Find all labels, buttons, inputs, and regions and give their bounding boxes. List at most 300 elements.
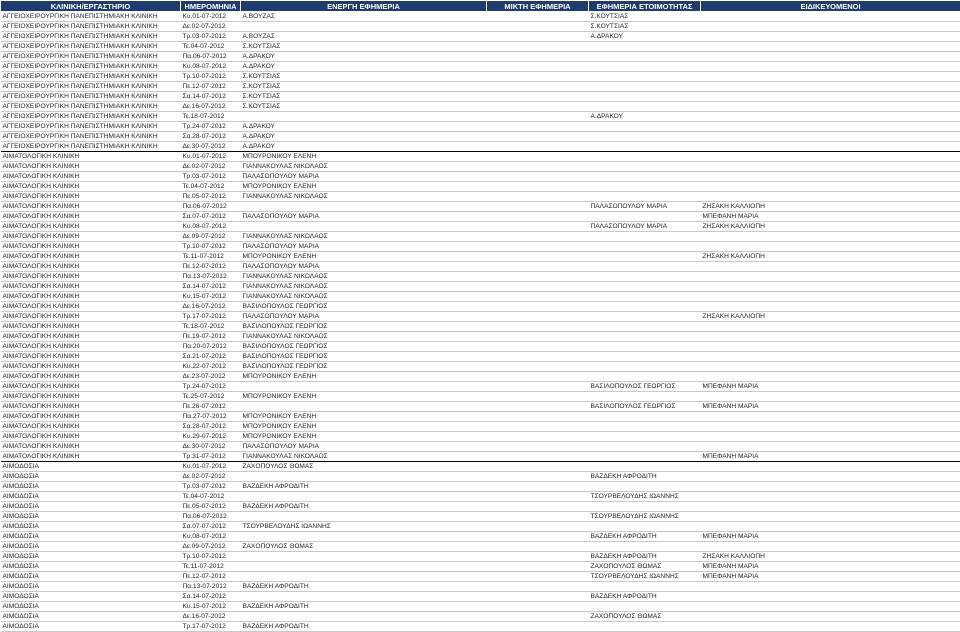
residents-cell (701, 122, 960, 132)
standby-duty-cell (589, 362, 701, 372)
table-row (1, 382, 960, 392)
clinic-cell: ΑΙΜΑΤΟΛΟΓΙΚΗ ΚΛΙΝΙΚΗ (1, 212, 181, 222)
clinic-cell: ΑΓΓΕΙΟΧΕΙΡΟΥΡΓΙΚΗ ΠΑΝΕΠΙΣΤΗΜΙΑΚΗ ΚΛΙΝΙΚΗ (1, 132, 181, 142)
table-row (1, 602, 960, 612)
clinic-cell: ΑΓΓΕΙΟΧΕΙΡΟΥΡΓΙΚΗ ΠΑΝΕΠΙΣΤΗΜΙΑΚΗ ΚΛΙΝΙΚΗ (1, 62, 181, 72)
active-duty-cell: Α.ΔΡΑΚΟΥ (241, 132, 487, 142)
active-duty-cell: ΒΑΖΔΕΚΗ ΑΦΡΟΔΙΤΗ (241, 482, 487, 492)
standby-duty-cell: ΒΑΖΔΕΚΗ ΑΦΡΟΔΙΤΗ (589, 552, 701, 562)
standby-duty-cell (589, 452, 701, 462)
standby-duty-cell: ΒΑΖΔΕΚΗ ΑΦΡΟΔΙΤΗ (589, 592, 701, 602)
table-row (1, 522, 960, 532)
table-row (1, 332, 960, 342)
table-row (1, 302, 960, 312)
mixed-duty-cell (487, 342, 589, 352)
mixed-duty-cell (487, 602, 589, 612)
clinic-cell: ΑΙΜΑΤΟΛΟΓΙΚΗ ΚΛΙΝΙΚΗ (1, 272, 181, 282)
residents-cell: ΜΠΕΦΑΝΗ ΜΑΡΙΑ (701, 532, 960, 542)
standby-duty-cell (589, 312, 701, 322)
standby-duty-cell (589, 182, 701, 192)
mixed-duty-cell (487, 222, 589, 232)
clinic-cell: ΑΙΜΟΔΟΣΙΑ (1, 522, 181, 532)
residents-cell (701, 282, 960, 292)
mixed-duty-cell (487, 82, 589, 92)
residents-cell (701, 412, 960, 422)
residents-cell (701, 332, 960, 342)
clinic-cell: ΑΙΜΑΤΟΛΟΓΙΚΗ ΚΛΙΝΙΚΗ (1, 382, 181, 392)
table-row (1, 612, 960, 622)
clinic-cell: ΑΙΜΟΔΟΣΙΑ (1, 472, 181, 482)
mixed-duty-cell (487, 62, 589, 72)
mixed-duty-cell (487, 232, 589, 242)
table-row (1, 462, 960, 472)
standby-duty-cell (589, 282, 701, 292)
standby-duty-cell (589, 42, 701, 52)
active-duty-cell: ΠΑΛΑΣΟΠΟΥΛΟΥ ΜΑΡΙΑ (241, 212, 487, 222)
active-duty-cell: ΒΑΣΙΛΟΠΟΥΛΟΣ ΓΕΩΡΓΙΟΣ (241, 342, 487, 352)
residents-cell (701, 12, 960, 22)
residents-cell: ΖΗΣΑΚΗ ΚΑΛΛΙΟΠΗ (701, 312, 960, 322)
standby-duty-cell (589, 422, 701, 432)
clinic-cell: ΑΓΓΕΙΟΧΕΙΡΟΥΡΓΙΚΗ ΠΑΝΕΠΙΣΤΗΜΙΑΚΗ ΚΛΙΝΙΚΗ (1, 82, 181, 92)
standby-duty-cell: ΤΣΟΥΡΒΕΛΟΥΔΗΣ ΙΩΑΝΝΗΣ (589, 572, 701, 582)
date-cell: Τρ.10-07-2012 (181, 72, 241, 82)
clinic-cell: ΑΙΜΑΤΟΛΟΓΙΚΗ ΚΛΙΝΙΚΗ (1, 422, 181, 432)
active-duty-cell (241, 222, 487, 232)
table-row (1, 52, 960, 62)
residents-cell (701, 482, 960, 492)
mixed-duty-cell (487, 362, 589, 372)
mixed-duty-cell (487, 422, 589, 432)
date-cell: Τε.04-07-2012 (181, 492, 241, 502)
mixed-duty-cell (487, 412, 589, 422)
residents-cell: ΜΠΕΦΑΝΗ ΜΑΡΙΑ (701, 572, 960, 582)
mixed-duty-cell (487, 622, 589, 632)
date-cell: Δε.09-07-2012 (181, 232, 241, 242)
active-duty-cell: ΓΙΑΝΝΑΚΟΥΛΑΣ ΝΙΚΟΛΑΟΣ (241, 272, 487, 282)
standby-duty-cell (589, 522, 701, 532)
date-cell: Δε.30-07-2012 (181, 142, 241, 152)
standby-duty-cell (589, 102, 701, 112)
table-row (1, 422, 960, 432)
mixed-duty-cell (487, 292, 589, 302)
date-cell: Πε.19-07-2012 (181, 332, 241, 342)
residents-cell (701, 582, 960, 592)
table-header (1, 1, 960, 12)
clinic-cell: ΑΙΜΑΤΟΛΟΓΙΚΗ ΚΛΙΝΙΚΗ (1, 372, 181, 382)
active-duty-cell (241, 202, 487, 212)
standby-duty-cell (589, 122, 701, 132)
residents-cell (701, 462, 960, 472)
mixed-duty-cell (487, 22, 589, 32)
date-cell: Δε.09-07-2012 (181, 542, 241, 552)
date-cell: Σα.07-07-2012 (181, 212, 241, 222)
residents-cell (701, 372, 960, 382)
residents-cell (701, 272, 960, 282)
standby-duty-cell: ΒΑΖΔΕΚΗ ΑΦΡΟΔΙΤΗ (589, 532, 701, 542)
residents-cell (701, 622, 960, 632)
residents-cell (701, 322, 960, 332)
standby-duty-cell (589, 482, 701, 492)
date-cell: Τε.11-07-2012 (181, 562, 241, 572)
date-cell: Τε.04-07-2012 (181, 182, 241, 192)
date-cell: Πα.06-07-2012 (181, 512, 241, 522)
standby-duty-cell: ΒΑΣΙΛΟΠΟΥΛΟΣ ΓΕΩΡΓΙΟΣ (589, 382, 701, 392)
date-cell: Πε.05-07-2012 (181, 192, 241, 202)
date-cell: Σα.14-07-2012 (181, 282, 241, 292)
mixed-duty-cell (487, 142, 589, 152)
clinic-cell: ΑΙΜΑΤΟΛΟΓΙΚΗ ΚΛΙΝΙΚΗ (1, 362, 181, 372)
table-row (1, 72, 960, 82)
mixed-duty-cell (487, 92, 589, 102)
standby-duty-cell: Σ.ΚΟΥΤΣΙΑΣ (589, 12, 701, 22)
date-cell: Πα.20-07-2012 (181, 342, 241, 352)
standby-duty-cell (589, 342, 701, 352)
active-duty-cell: ΜΠΟΥΡΟΝΙΚΟΥ ΕΛΕΝΗ (241, 252, 487, 262)
table-row (1, 542, 960, 552)
residents-cell (701, 142, 960, 152)
clinic-cell: ΑΓΓΕΙΟΧΕΙΡΟΥΡΓΙΚΗ ΠΑΝΕΠΙΣΤΗΜΙΑΚΗ ΚΛΙΝΙΚΗ (1, 122, 181, 132)
mixed-duty-cell (487, 32, 589, 42)
standby-duty-cell (589, 142, 701, 152)
active-duty-cell: ΒΑΖΔΕΚΗ ΑΦΡΟΔΙΤΗ (241, 582, 487, 592)
date-cell: Τρ.03-07-2012 (181, 172, 241, 182)
date-cell: Πε.05-07-2012 (181, 502, 241, 512)
residents-cell (701, 62, 960, 72)
residents-cell (701, 362, 960, 372)
clinic-cell: ΑΓΓΕΙΟΧΕΙΡΟΥΡΓΙΚΗ ΠΑΝΕΠΙΣΤΗΜΙΑΚΗ ΚΛΙΝΙΚΗ (1, 42, 181, 52)
residents-cell (701, 102, 960, 112)
residents-cell: ΜΠΕΦΑΝΗ ΜΑΡΙΑ (701, 402, 960, 412)
clinic-cell: ΑΓΓΕΙΟΧΕΙΡΟΥΡΓΙΚΗ ΠΑΝΕΠΙΣΤΗΜΙΑΚΗ ΚΛΙΝΙΚΗ (1, 102, 181, 112)
active-duty-cell: ΜΠΟΥΡΟΝΙΚΟΥ ΕΛΕΝΗ (241, 152, 487, 162)
table-row (1, 252, 960, 262)
residents-cell (701, 162, 960, 172)
table-row (1, 452, 960, 462)
standby-duty-cell (589, 292, 701, 302)
residents-cell (701, 612, 960, 622)
table-row (1, 392, 960, 402)
clinic-cell: ΑΙΜΑΤΟΛΟΓΙΚΗ ΚΛΙΝΙΚΗ (1, 412, 181, 422)
date-cell: Σα.14-07-2012 (181, 92, 241, 102)
standby-duty-cell (589, 622, 701, 632)
clinic-cell: ΑΙΜΑΤΟΛΟΓΙΚΗ ΚΛΙΝΙΚΗ (1, 202, 181, 212)
active-duty-cell: Σ.ΚΟΥΤΣΙΑΣ (241, 72, 487, 82)
table-row (1, 442, 960, 452)
clinic-cell: ΑΙΜΑΤΟΛΟΓΙΚΗ ΚΛΙΝΙΚΗ (1, 282, 181, 292)
date-cell: Τρ.17-07-2012 (181, 622, 241, 632)
date-cell: Πα.27-07-2012 (181, 412, 241, 422)
standby-duty-cell (589, 192, 701, 202)
table-row (1, 132, 960, 142)
clinic-cell: ΑΓΓΕΙΟΧΕΙΡΟΥΡΓΙΚΗ ΠΑΝΕΠΙΣΤΗΜΙΑΚΗ ΚΛΙΝΙΚΗ (1, 142, 181, 152)
standby-duty-cell (589, 332, 701, 342)
mixed-duty-cell (487, 72, 589, 82)
mixed-duty-cell (487, 102, 589, 112)
standby-duty-cell: ΖΑΧΟΠΟΥΛΟΣ ΘΩΜΑΣ (589, 612, 701, 622)
mixed-duty-cell (487, 202, 589, 212)
standby-duty-cell (589, 542, 701, 552)
date-cell: Τρ.10-07-2012 (181, 242, 241, 252)
date-cell: Δε.30-07-2012 (181, 442, 241, 452)
standby-duty-cell (589, 392, 701, 402)
mixed-duty-cell (487, 122, 589, 132)
standby-duty-cell (589, 152, 701, 162)
active-duty-cell: ΜΠΟΥΡΟΝΙΚΟΥ ΕΛΕΝΗ (241, 412, 487, 422)
table-row (1, 122, 960, 132)
clinic-cell: ΑΙΜΟΔΟΣΙΑ (1, 502, 181, 512)
standby-duty-cell: ΠΑΛΑΣΟΠΟΥΛΟΥ ΜΑΡΙΑ (589, 202, 701, 212)
date-cell: Τρ.17-07-2012 (181, 312, 241, 322)
clinic-cell: ΑΙΜΑΤΟΛΟΓΙΚΗ ΚΛΙΝΙΚΗ (1, 432, 181, 442)
clinic-cell: ΑΙΜΟΔΟΣΙΑ (1, 592, 181, 602)
mixed-duty-cell (487, 572, 589, 582)
active-duty-cell: ΜΠΟΥΡΟΝΙΚΟΥ ΕΛΕΝΗ (241, 182, 487, 192)
table-row (1, 532, 960, 542)
table-row (1, 202, 960, 212)
table-row (1, 112, 960, 122)
residents-cell (701, 432, 960, 442)
mixed-duty-cell (487, 162, 589, 172)
standby-duty-cell (589, 322, 701, 332)
table-row (1, 412, 960, 422)
standby-duty-cell (589, 262, 701, 272)
active-duty-cell (241, 472, 487, 482)
standby-duty-cell (589, 432, 701, 442)
mixed-duty-cell (487, 382, 589, 392)
residents-cell (701, 592, 960, 602)
standby-duty-cell (589, 502, 701, 512)
residents-cell (701, 152, 960, 162)
active-duty-cell: ΤΣΟΥΡΒΕΛΟΥΔΗΣ ΙΩΑΝΝΗΣ (241, 522, 487, 532)
active-duty-cell (241, 552, 487, 562)
clinic-cell: ΑΙΜΑΤΟΛΟΓΙΚΗ ΚΛΙΝΙΚΗ (1, 402, 181, 412)
date-cell: Δε.02-07-2012 (181, 22, 241, 32)
table-row (1, 222, 960, 232)
table-row (1, 372, 960, 382)
active-duty-cell: ΜΠΟΥΡΟΝΙΚΟΥ ΕΛΕΝΗ (241, 432, 487, 442)
table-row (1, 182, 960, 192)
clinic-cell: ΑΙΜΑΤΟΛΟΓΙΚΗ ΚΛΙΝΙΚΗ (1, 392, 181, 402)
date-cell: Τρ.03-07-2012 (181, 482, 241, 492)
date-cell: Δε.16-07-2012 (181, 612, 241, 622)
mixed-duty-cell (487, 172, 589, 182)
standby-duty-cell: Α.ΔΡΑΚΟΥ (589, 112, 701, 122)
date-cell: Πα.13-07-2012 (181, 582, 241, 592)
clinic-cell: ΑΙΜΑΤΟΛΟΓΙΚΗ ΚΛΙΝΙΚΗ (1, 232, 181, 242)
residents-cell: ΜΠΕΦΑΝΗ ΜΑΡΙΑ (701, 382, 960, 392)
active-duty-cell: Σ.ΚΟΥΤΣΙΑΣ (241, 92, 487, 102)
clinic-cell: ΑΙΜΑΤΟΛΟΓΙΚΗ ΚΛΙΝΙΚΗ (1, 352, 181, 362)
mixed-duty-cell (487, 582, 589, 592)
standby-duty-cell (589, 132, 701, 142)
active-duty-cell: Α.ΔΡΑΚΟΥ (241, 142, 487, 152)
clinic-cell: ΑΙΜΑΤΟΛΟΓΙΚΗ ΚΛΙΝΙΚΗ (1, 342, 181, 352)
header-active-duty: ΕΝΕΡΓΗ ΕΦΗΜΕΡΙΑ (241, 1, 487, 12)
residents-cell (701, 242, 960, 252)
date-cell: Πα.06-07-2012 (181, 202, 241, 212)
clinic-cell: ΑΙΜΟΔΟΣΙΑ (1, 612, 181, 622)
mixed-duty-cell (487, 502, 589, 512)
mixed-duty-cell (487, 452, 589, 462)
header-residents: ΕΙΔΙΚΕΥΟΜΕΝΟΙ (701, 1, 960, 12)
clinic-cell: ΑΙΜΟΔΟΣΙΑ (1, 622, 181, 632)
active-duty-cell (241, 492, 487, 502)
date-cell: Σα.28-07-2012 (181, 132, 241, 142)
header-clinic: ΚΛΙΝΙΚΗ/ΕΡΓΑΣΤΗΡΙΟ (1, 1, 181, 12)
header-mixed-duty: ΜΙΚΤΗ ΕΦΗΜΕΡΙΑ (487, 1, 589, 12)
residents-cell (701, 112, 960, 122)
table-row (1, 622, 960, 632)
residents-cell (701, 22, 960, 32)
residents-cell: ΖΗΣΑΚΗ ΚΑΛΛΙΟΠΗ (701, 202, 960, 212)
clinic-cell: ΑΙΜΑΤΟΛΟΓΙΚΗ ΚΛΙΝΙΚΗ (1, 262, 181, 272)
mixed-duty-cell (487, 442, 589, 452)
standby-duty-cell (589, 172, 701, 182)
active-duty-cell: ΠΑΛΑΣΟΠΟΥΛΟΥ ΜΑΡΙΑ (241, 172, 487, 182)
residents-cell (701, 172, 960, 182)
residents-cell: ΖΗΣΑΚΗ ΚΑΛΛΙΟΠΗ (701, 252, 960, 262)
residents-cell (701, 342, 960, 352)
active-duty-cell (241, 22, 487, 32)
clinic-cell: ΑΙΜΑΤΟΛΟΓΙΚΗ ΚΛΙΝΙΚΗ (1, 292, 181, 302)
residents-cell (701, 182, 960, 192)
date-cell: Κυ.08-07-2012 (181, 532, 241, 542)
date-cell: Πε.12-07-2012 (181, 572, 241, 582)
clinic-cell: ΑΓΓΕΙΟΧΕΙΡΟΥΡΓΙΚΗ ΠΑΝΕΠΙΣΤΗΜΙΑΚΗ ΚΛΙΝΙΚΗ (1, 22, 181, 32)
table-row (1, 352, 960, 362)
date-cell: Πα.13-07-2012 (181, 272, 241, 282)
clinic-cell: ΑΓΓΕΙΟΧΕΙΡΟΥΡΓΙΚΗ ΠΑΝΕΠΙΣΤΗΜΙΑΚΗ ΚΛΙΝΙΚΗ (1, 92, 181, 102)
clinic-cell: ΑΙΜΟΔΟΣΙΑ (1, 492, 181, 502)
clinic-cell: ΑΙΜΑΤΟΛΟΓΙΚΗ ΚΛΙΝΙΚΗ (1, 442, 181, 452)
table-row (1, 42, 960, 52)
active-duty-cell (241, 572, 487, 582)
active-duty-cell: ΒΑΣΙΛΟΠΟΥΛΟΣ ΓΕΩΡΓΙΟΣ (241, 322, 487, 332)
clinic-cell: ΑΙΜΑΤΟΛΟΓΙΚΗ ΚΛΙΝΙΚΗ (1, 222, 181, 232)
residents-cell (701, 352, 960, 362)
date-cell: Πε.12-07-2012 (181, 82, 241, 92)
clinic-cell: ΑΙΜΑΤΟΛΟΓΙΚΗ ΚΛΙΝΙΚΗ (1, 152, 181, 162)
date-cell: Τε.25-07-2012 (181, 392, 241, 402)
table-row (1, 262, 960, 272)
mixed-duty-cell (487, 512, 589, 522)
active-duty-cell: ΠΑΛΑΣΟΠΟΥΛΟΥ ΜΑΡΙΑ (241, 242, 487, 252)
mixed-duty-cell (487, 52, 589, 62)
residents-cell: ΖΗΣΑΚΗ ΚΑΛΛΙΟΠΗ (701, 222, 960, 232)
table-row (1, 272, 960, 282)
date-cell: Τρ.10-07-2012 (181, 552, 241, 562)
clinic-cell: ΑΙΜΟΔΟΣΙΑ (1, 602, 181, 612)
standby-duty-cell (589, 52, 701, 62)
table-row (1, 212, 960, 222)
table-row (1, 102, 960, 112)
standby-duty-cell: ΤΣΟΥΡΒΕΛΟΥΔΗΣ ΙΩΑΝΝΗΣ (589, 492, 701, 502)
table-row (1, 562, 960, 572)
mixed-duty-cell (487, 112, 589, 122)
active-duty-cell: ΖΑΧΟΠΟΥΛΟΣ ΘΩΜΑΣ (241, 462, 487, 472)
standby-duty-cell (589, 252, 701, 262)
active-duty-cell: ΓΙΑΝΝΑΚΟΥΛΑΣ ΝΙΚΟΛΑΟΣ (241, 452, 487, 462)
clinic-cell: ΑΙΜΑΤΟΛΟΓΙΚΗ ΚΛΙΝΙΚΗ (1, 172, 181, 182)
standby-duty-cell: Α.ΔΡΑΚΟΥ (589, 32, 701, 42)
residents-cell (701, 392, 960, 402)
residents-cell (701, 82, 960, 92)
mixed-duty-cell (487, 372, 589, 382)
date-cell: Τε.11-07-2012 (181, 252, 241, 262)
standby-duty-cell (589, 462, 701, 472)
mixed-duty-cell (487, 152, 589, 162)
active-duty-cell (241, 382, 487, 392)
residents-cell (701, 472, 960, 482)
date-cell: Τε.18-07-2012 (181, 112, 241, 122)
mixed-duty-cell (487, 182, 589, 192)
date-cell: Πε.12-07-2012 (181, 262, 241, 272)
date-cell: Δε.16-07-2012 (181, 302, 241, 312)
clinic-cell: ΑΙΜΑΤΟΛΟΓΙΚΗ ΚΛΙΝΙΚΗ (1, 192, 181, 202)
date-cell: Σα.14-07-2012 (181, 592, 241, 602)
date-cell: Σα.07-07-2012 (181, 522, 241, 532)
clinic-cell: ΑΙΜΟΔΟΣΙΑ (1, 552, 181, 562)
table-row (1, 32, 960, 42)
mixed-duty-cell (487, 12, 589, 22)
clinic-cell: ΑΓΓΕΙΟΧΕΙΡΟΥΡΓΙΚΗ ΠΑΝΕΠΙΣΤΗΜΙΑΚΗ ΚΛΙΝΙΚΗ (1, 12, 181, 22)
mixed-duty-cell (487, 322, 589, 332)
table-row (1, 432, 960, 442)
table-row (1, 312, 960, 322)
mixed-duty-cell (487, 592, 589, 602)
clinic-cell: ΑΙΜΟΔΟΣΙΑ (1, 582, 181, 592)
residents-cell: ΜΠΕΦΑΝΗ ΜΑΡΙΑ (701, 562, 960, 572)
date-cell: Δε.02-07-2012 (181, 162, 241, 172)
active-duty-cell: ΒΑΣΙΛΟΠΟΥΛΟΣ ΓΕΩΡΓΙΟΣ (241, 362, 487, 372)
active-duty-cell: Σ.ΚΟΥΤΣΙΑΣ (241, 102, 487, 112)
date-cell: Τρ.03-07-2012 (181, 32, 241, 42)
table-row (1, 402, 960, 412)
clinic-cell: ΑΙΜΟΔΟΣΙΑ (1, 542, 181, 552)
clinic-cell: ΑΙΜΑΤΟΛΟΓΙΚΗ ΚΛΙΝΙΚΗ (1, 182, 181, 192)
mixed-duty-cell (487, 252, 589, 262)
active-duty-cell: Α.ΔΡΑΚΟΥ (241, 122, 487, 132)
active-duty-cell: ΓΙΑΝΝΑΚΟΥΛΑΣ ΝΙΚΟΛΑΟΣ (241, 232, 487, 242)
active-duty-cell: ΜΠΟΥΡΟΝΙΚΟΥ ΕΛΕΝΗ (241, 422, 487, 432)
standby-duty-cell (589, 302, 701, 312)
standby-duty-cell (589, 602, 701, 612)
table-row (1, 62, 960, 72)
standby-duty-cell: ΠΑΛΑΣΟΠΟΥΛΟΥ ΜΑΡΙΑ (589, 222, 701, 232)
table-row (1, 572, 960, 582)
residents-cell (701, 52, 960, 62)
mixed-duty-cell (487, 132, 589, 142)
standby-duty-cell: ΒΑΖΔΕΚΗ ΑΦΡΟΔΙΤΗ (589, 472, 701, 482)
date-cell: Τρ.24-07-2012 (181, 122, 241, 132)
active-duty-cell: ΒΑΖΔΕΚΗ ΑΦΡΟΔΙΤΗ (241, 502, 487, 512)
clinic-cell: ΑΙΜΑΤΟΛΟΓΙΚΗ ΚΛΙΝΙΚΗ (1, 302, 181, 312)
date-cell: Δε.23-07-2012 (181, 372, 241, 382)
table-row (1, 502, 960, 512)
active-duty-cell (241, 532, 487, 542)
mixed-duty-cell (487, 302, 589, 312)
mixed-duty-cell (487, 262, 589, 272)
mixed-duty-cell (487, 282, 589, 292)
residents-cell (701, 132, 960, 142)
table-row (1, 242, 960, 252)
active-duty-cell (241, 512, 487, 522)
mixed-duty-cell (487, 312, 589, 322)
standby-duty-cell: ΒΑΣΙΛΟΠΟΥΛΟΣ ΓΕΩΡΓΙΟΣ (589, 402, 701, 412)
date-cell: Κυ.01-07-2012 (181, 152, 241, 162)
table-row (1, 482, 960, 492)
